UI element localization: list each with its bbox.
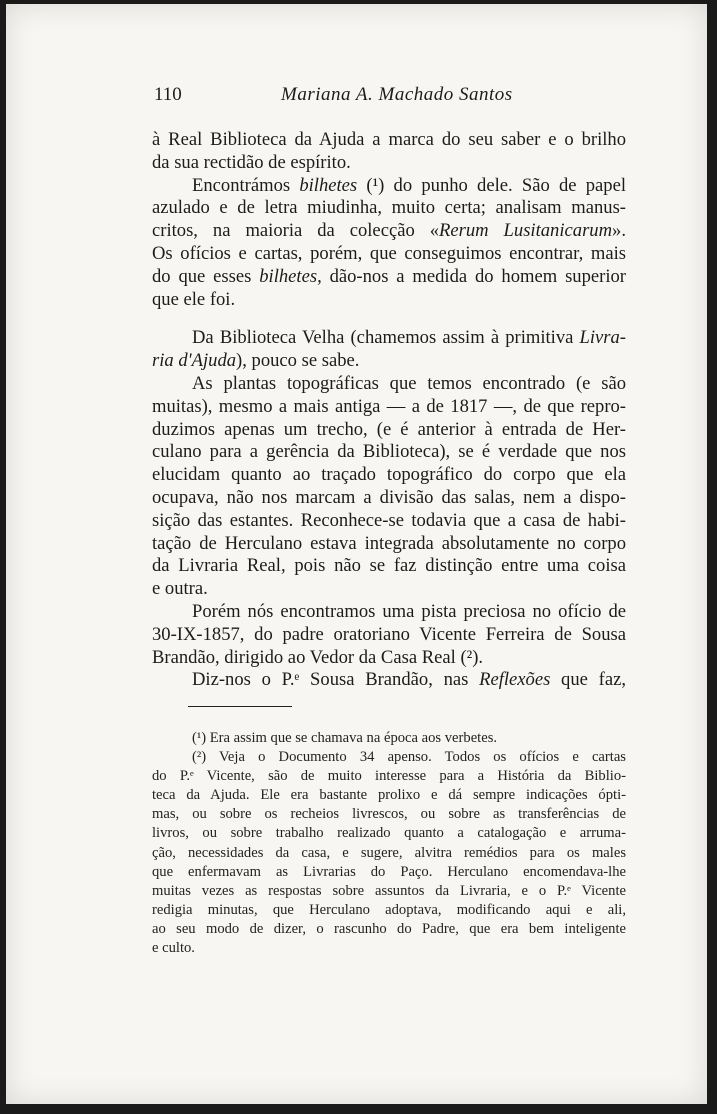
book-page	[6, 4, 707, 1104]
text-line: culano para a gerência da Biblioteca), se é verdade que nos	[152, 441, 626, 463]
text-line: ocupava, não nos marcam a divisão das salas, nem a dispo-	[152, 486, 626, 508]
text-line: que ele foi.	[152, 288, 236, 310]
running-title: Mariana A. Machado Santos	[281, 84, 513, 105]
footnotes	[152, 729, 626, 958]
footnote-2-line: (²) Veja o Documento 34 apenso. Todos os ofícios e cartas	[192, 749, 626, 766]
text-line: tação de Herculano estava integrada absolutamente no corpo	[152, 532, 626, 554]
text-line: à Real Biblioteca da Ajuda a marca do seu saber e o brilho	[152, 129, 626, 150]
text-line: Brandão, dirigido ao Vedor da Casa Real (²).	[152, 646, 484, 668]
text-line: muitas), mesmo a mais antiga — a de 1817 —, de que repro-	[152, 395, 626, 417]
main-text	[152, 129, 626, 692]
text-line: Porém nós encontramos uma pista preciosa no ofício de	[192, 600, 626, 622]
text-line: elucidam quanto ao traçado topográfico do corpo que ela	[152, 464, 626, 486]
footnote-2-line: ao seu modo de dizer, o rascunho do Padre, que era bem inteligente	[152, 920, 626, 937]
text-line: da Livraria Real, pois não se faz distinção entre uma coisa	[152, 555, 626, 577]
text-line: ria d'Ajuda), pouco se sabe.	[152, 350, 360, 372]
footnote-2-line: que enfermavam as Livrarias do Paço. Herculano encomendava-lhe	[152, 863, 626, 880]
text-line: critos, na maioria da colecção «Rerum Lusitanicarum».	[152, 220, 626, 242]
text-line: Diz-nos o P.ᵉ Sousa Brandão, nas Reflexões que faz,	[192, 669, 626, 691]
page-number: 110	[154, 84, 182, 105]
text-line: da sua rectidão de espírito.	[152, 151, 351, 173]
footnote-2-line: e culto.	[152, 940, 195, 957]
text-line: Da Biblioteca Velha (chamemos assim à primitiva Livra-	[192, 327, 626, 349]
text-line: As plantas topográficas que temos encontrado (e são	[192, 372, 626, 394]
text-line: duzimos apenas um trecho, (e é anterior à entrada de Her-	[152, 418, 626, 440]
text-line: azulado e de letra miudinha, muito certa; analisam manus-	[152, 197, 626, 219]
footnote-2-line: ção, necessidades da casa, e sugere, alvitra remédios para os males	[152, 844, 626, 861]
footnote-2-line: redigia minutas, que Herculano adoptava, modificando aqui e ali,	[152, 901, 626, 918]
text-line: Os ofícios e cartas, porém, que conseguimos encontrar, mais	[152, 242, 626, 264]
text-line: do que esses bilhetes, dão-nos a medida do homem superior	[152, 265, 626, 287]
text-line: 30-IX-1857, do padre oratoriano Vicente Ferreira de Sousa	[152, 623, 626, 645]
footnote-1: (¹) Era assim que se chamava na época aos verbetes.	[192, 730, 498, 746]
footnote-separator	[188, 706, 292, 707]
footnote-2-line: teca da Ajuda. Ele era bastante prolixo e dá sempre indicações ópti-	[152, 787, 626, 804]
footnote-2-line: muitas vezes as respostas sobre assuntos da Livraria, e o P.ᵉ Vicente	[152, 882, 626, 899]
footnote-2-line: mas, ou sobre os recheios livrescos, ou sobre as transferências de	[152, 806, 626, 823]
text-line: e outra.	[152, 578, 208, 600]
text-line: Encontrámos bilhetes (¹) do punho dele. São de papel	[192, 174, 626, 196]
footnote-2-line: livros, ou sobre trabalho realizado quanto a catalogação e arruma-	[152, 825, 626, 842]
text-line: sição das estantes. Reconhece-se todavia que a casa de habi-	[152, 509, 626, 531]
footnote-2-line: do P.ᵉ Vicente, são de muito interesse para a História da Biblio-	[152, 768, 626, 785]
